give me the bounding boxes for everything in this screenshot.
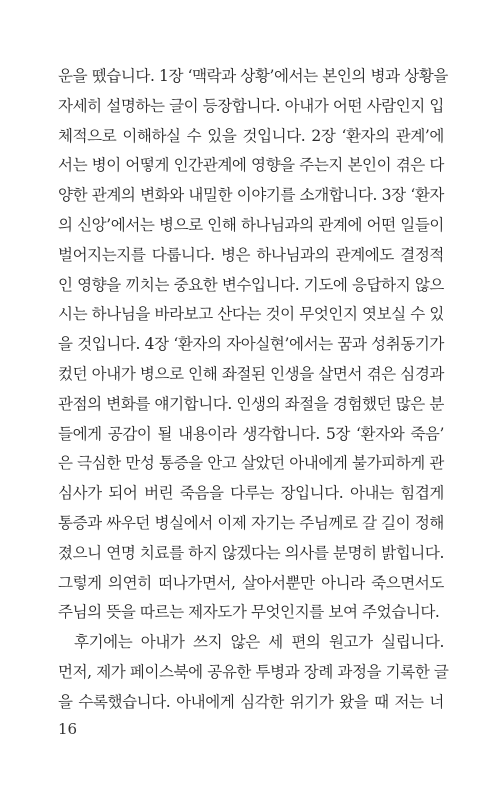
text-line: 들에게 공감이 될 내용이라 생각합니다. 5장 ‘환자와 죽음’ [58, 424, 444, 443]
text-line: 통증과 싸우던 병실에서 이제 자기는 주님께로 갈 길이 정해 [58, 513, 444, 532]
text-line: 주님의 뜻을 따르는 제자도가 무엇인지를 보여 주었습니다. [58, 603, 440, 622]
text-line-paragraph-start: 후기에는 아내가 쓰지 않은 세 편의 원고가 실립니다. [74, 633, 444, 652]
text-line: 심사가 되어 버린 죽음을 다루는 장입니다. 아내는 힘겹게 [58, 484, 444, 503]
text-line: 을 수록했습니다. 아내에게 심각한 위기가 왔을 때 저는 너 [58, 692, 444, 711]
text-line: 을 것입니다. 4장 ‘환자의 자아실현’에서는 꿈과 성취동기가 [58, 335, 444, 354]
text-line: 양한 관계의 변화와 내밀한 이야기를 소개합니다. 3장 ‘환자 [58, 186, 444, 205]
text-line: 인 영향을 끼치는 중요한 변수입니다. 기도에 응답하지 않으 [58, 275, 444, 294]
page-number: 16 [58, 720, 78, 738]
text-line: 벌어지는지를 다룹니다. 병은 하나님과의 관계에도 결정적 [58, 245, 444, 264]
text-line: 그렇게 의연히 떠나가면서, 살아서뿐만 아니라 죽으면서도 [58, 573, 444, 592]
text-line: 시는 하나님을 바라보고 산다는 것이 무엇인지 엿보실 수 있 [58, 305, 444, 324]
text-line: 의 신앙’에서는 병으로 인해 하나님과의 관계에 어떤 일들이 [58, 215, 444, 234]
text-line: 자세히 설명하는 글이 등장합니다. 아내가 어떤 사람인지 입 [58, 96, 444, 115]
text-line: 먼저, 제가 페이스북에 공유한 투병과 장례 과정을 기록한 글 [58, 662, 449, 681]
text-line: 서는 병이 어떻게 인간관계에 영향을 주는지 본인이 겪은 다 [58, 156, 444, 175]
text-line: 컸던 아내가 병으로 인해 좌절된 인생을 살면서 겪은 심경과 [58, 364, 444, 383]
text-line: 관점의 변화를 얘기합니다. 인생의 좌절을 경험했던 많은 분 [58, 394, 444, 413]
text-line: 체적으로 이해하실 수 있을 것입니다. 2장 ‘환자의 관계’에 [58, 126, 444, 145]
body-text [58, 62, 449, 718]
text-line: 은 극심한 만성 통증을 안고 살았던 아내에게 불가피하게 관 [58, 454, 444, 473]
text-line: 운을 뗐습니다. 1장 ‘맥락과 상황’에서는 본인의 병과 상황을 [58, 67, 448, 85]
text-line: 졌으니 연명 치료를 하지 않겠다는 의사를 분명히 밝힙니다. [58, 543, 444, 562]
